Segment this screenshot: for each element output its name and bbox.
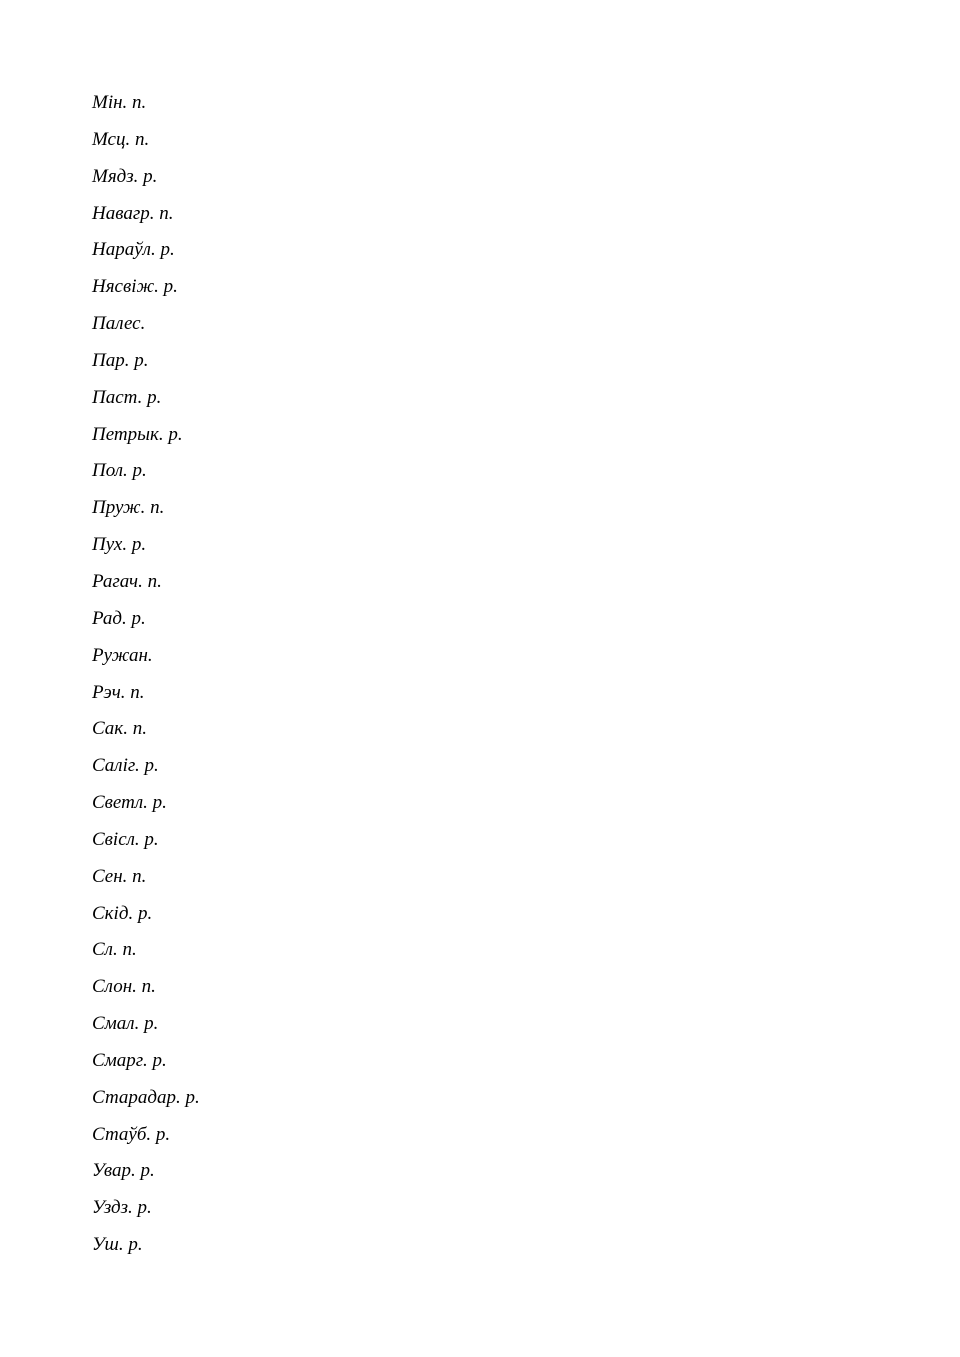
- abbreviation-item: Пар. р.: [92, 349, 149, 371]
- abbreviation-item: Ружан.: [92, 644, 153, 666]
- abbreviation-item: Пруж. п.: [92, 497, 165, 519]
- abbreviation-item: Светл. р.: [92, 792, 167, 814]
- abbreviation-item: Мядз. р.: [92, 165, 158, 187]
- abbreviation-item: Смарг. р.: [92, 1049, 167, 1071]
- abbreviation-item: Нараўл. р.: [92, 239, 175, 261]
- abbreviation-item: Мсц. п.: [92, 128, 150, 150]
- abbreviation-item: Пух. р.: [92, 534, 147, 556]
- abbreviation-item: Увар. р.: [92, 1160, 155, 1182]
- abbreviation-item: Паст. р.: [92, 386, 162, 408]
- abbreviation-item: Нясвіж. р.: [92, 276, 178, 298]
- abbreviation-item: Рэч. п.: [92, 681, 145, 703]
- abbreviation-list: [92, 91, 200, 1270]
- abbreviation-item: Рагач. п.: [92, 570, 162, 592]
- abbreviation-item: Рад. р.: [92, 607, 146, 629]
- abbreviation-item: Пол. р.: [92, 460, 147, 482]
- abbreviation-item: Смал. р.: [92, 1013, 159, 1035]
- abbreviation-item: Саліг. р.: [92, 755, 159, 777]
- abbreviation-item: Петрык. р.: [92, 423, 183, 445]
- abbreviation-item: Сл. п.: [92, 939, 137, 961]
- abbreviation-item: Уш. р.: [92, 1234, 143, 1256]
- abbreviation-item: Уздз. р.: [92, 1197, 152, 1219]
- abbreviation-item: Слон. п.: [92, 976, 156, 998]
- abbreviation-item: Стаўб. р.: [92, 1123, 171, 1145]
- abbreviation-item: Мін. п.: [92, 92, 147, 113]
- abbreviation-item: Скід. р.: [92, 902, 153, 924]
- abbreviation-item: Палес.: [92, 313, 146, 335]
- abbreviation-item: Свісл. р.: [92, 828, 159, 850]
- abbreviation-item: Навагр. п.: [92, 202, 174, 224]
- abbreviation-item: Сен. п.: [92, 865, 147, 887]
- abbreviation-item: Сак. п.: [92, 718, 147, 740]
- abbreviation-item: Старадар. р.: [92, 1086, 200, 1108]
